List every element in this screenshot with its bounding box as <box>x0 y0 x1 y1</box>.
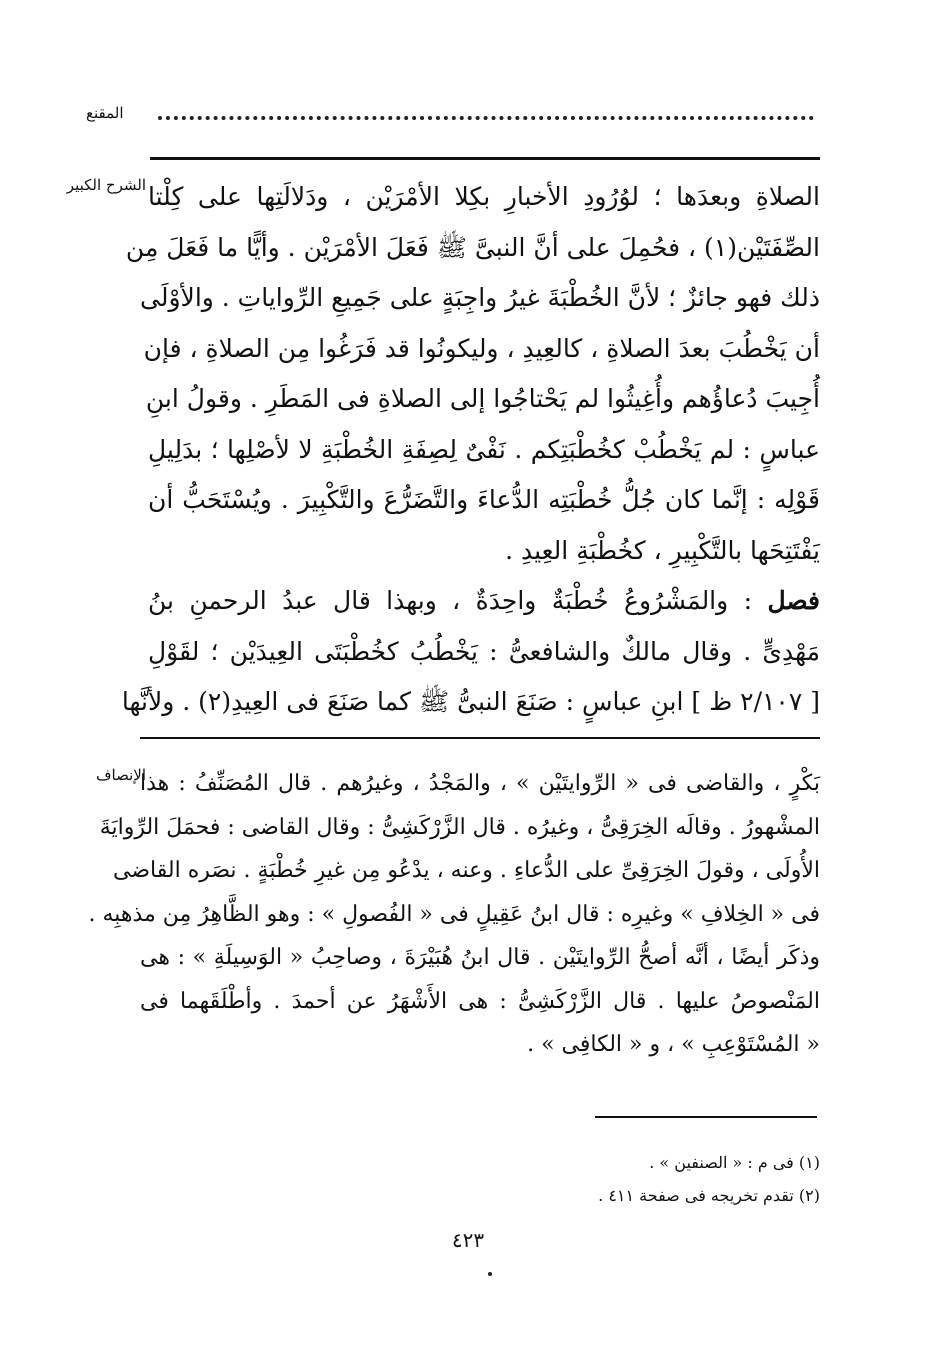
fasl-first-line <box>148 576 820 627</box>
text-line: بَكْرٍ ، والقاضى فى « الرِّوايتَيْن » ، والمَجْدُ ، وغيرُهم . قال المُصَنِّفُ : هذا <box>140 771 820 796</box>
text-line: « المُسْتَوْعِبِ » ، و « الكافِى » . <box>527 1032 820 1057</box>
footnote: (٢) تقدم تخريجه فى صفحة ٤١١ . <box>598 1186 820 1205</box>
text-line: يَفْتَتِحَها بالتَّكْبِيرِ ، كخُطْبَةِ العِيدِ . <box>505 535 820 565</box>
running-header-title: المقنع <box>86 104 124 122</box>
text-line: [ ٢/١٠٧ ظ ] ابنِ عباسٍ : صَنَعَ النبىُّ ﷺ كما صَنَعَ فى العِيدِ(٢) . ولأنَّها <box>121 687 820 716</box>
text-line: المَنْصوصُ عليها . قال الزَّرْكَشِىُّ : هى الأَشْهَرُ عن أحمدَ . وأطْلَقَهما فى <box>140 988 820 1014</box>
header-dotted-line <box>158 116 814 120</box>
footnotes <box>480 1146 820 1212</box>
text-line: عباسٍ : لم يَخْطُبْ كخُطْبَتِكم . نَفْىٌ لِصِفَةِ الخُطْبَةِ لا لأصْلِها ؛ بدَلِيلِ <box>148 434 820 464</box>
text-line: الأُولَى ، وقولَ الخِرَقِىِّ على الدُّعاءِ . وعنه ، يدْعُو مِن غيرِ خُطْبَةٍ . نصَره القاضى <box>113 858 820 883</box>
fasl-first-line-text: : والمَشْرُوعُ خُطْبَةٌ واحِدَةٌ ، وبهذا قال عبدُ الرحمنِ بنُ <box>148 586 753 615</box>
section-divider <box>140 737 820 739</box>
footnote: (١) فى م : « الصنفين » . <box>649 1153 820 1172</box>
fasl-section <box>121 576 821 728</box>
footnote-rule <box>595 1116 817 1118</box>
header-rule <box>150 157 820 160</box>
text-line: الصلاةِ وبعدَها ؛ لوُرُودِ الأخبارِ بكِلا الأمْرَيْن ، ودَلالَتِها على كِلْتا <box>148 182 820 211</box>
text-line: أُجِيبَ دُعاؤُهم وأُغِيثُوا لم يَحْتاجُوا إلى الصلاةِ فى المَطَرِ . وقولُ ابنِ <box>145 384 820 413</box>
fasl-heading: فصل <box>767 586 821 615</box>
text-line: ذلك فهو جائزٌ ؛ لأنَّ الخُطْبَةَ غيرُ واجِبَةٍ على جَمِيعِ الرِّواياتِ . والأوْلَى <box>140 283 820 312</box>
text-line: وذكَر أيضًا ، أنَّه أصحُّ الرِّوايتَيْن . قال ابنُ هُبَيْرَةَ ، وصاحِبُ « الوَسِيلَةِ » : هى <box>140 945 820 970</box>
text-line: الصِّفَتَيْن(١) ، فحُمِلَ على أنَّ النبىَّ ﷺ فَعَلَ الأمْرَيْن . وأيًّا ما فَعَلَ مِن <box>125 232 820 262</box>
page-number: ٤٢٣ <box>451 1228 485 1252</box>
section-label-sharh: الشرح الكبير <box>66 176 146 194</box>
text-line: قَوْلِه : إنَّما كان جُلُّ خُطْبَتِه الدُّعاءَ والتَّضَرُّعَ والتَّكْبِيرَ . ويُسْتَحَبُّ أن <box>148 485 820 514</box>
text-line: أن يَخْطُبَ بعدَ الصلاةِ ، كالعِيدِ ، وليكونُوا قد فَرَغُوا مِن الصلاةِ ، فإن <box>143 333 820 363</box>
section-label-insaf: الإنصاف <box>95 766 146 784</box>
text-line: مَهْدِىٍّ . وقال مالكٌ والشافعىُّ : يَخْطُبُ كخُطْبَتَى العِيدَيْن ؛ لقَوْلِ <box>148 636 820 666</box>
text-line: المشْهورُ . وقالَه الخِرَقِىُّ ، وغيرُه . قال الزَّرْكَشِىُّ : وقال القاضى : فحمَلَ الرِّوايَةَ <box>99 814 820 840</box>
sharh-text <box>125 172 820 576</box>
ink-dot <box>488 1272 492 1276</box>
text-line: فى « الخِلافِ » وغيرِه : قال ابنُ عَقِيلٍ فى « الفُصولِ » : وهو الظَّاهِرُ مِن مذهبِه . <box>88 901 820 927</box>
